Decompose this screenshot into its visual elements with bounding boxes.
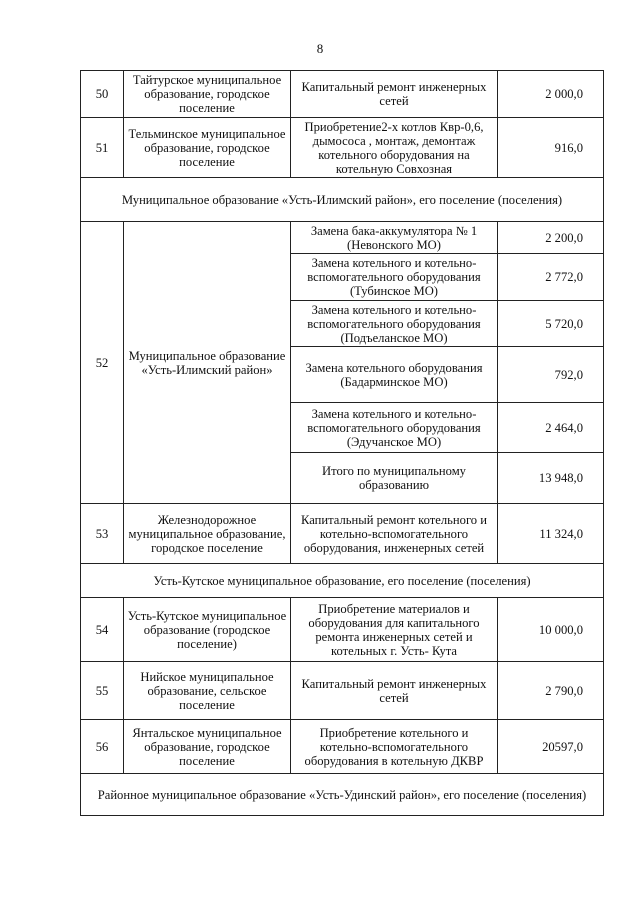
- work-description: Приобретение материалов и оборудования для капитального ремонта инженерных сетей и котельных г. Усть- Кута: [291, 598, 498, 662]
- section-title: Районное муниципальное образование «Усть-Удинский район», его поселение (поселения): [81, 774, 604, 816]
- amount: 2 464,0: [498, 403, 604, 453]
- work-description: Замена котельного оборудования (Бадарминское МО): [291, 347, 498, 403]
- row-number: 51: [81, 118, 124, 178]
- section-title: Муниципальное образование «Усть-Илимский район», его поселение (поселения): [81, 178, 604, 222]
- table-row: [81, 598, 604, 662]
- section-title: Усть-Кутское муниципальное образование, его поселение (поселения): [81, 564, 604, 598]
- amount: 13 948,0: [498, 453, 604, 504]
- table-row: [81, 720, 604, 774]
- amount: 20597,0: [498, 720, 604, 774]
- table-row: [81, 118, 604, 178]
- amount: 5 720,0: [498, 301, 604, 347]
- table-row: [81, 71, 604, 118]
- work-description: Капитальный ремонт котельного и котельно-вспомогательного оборудования, инженерных сетей: [291, 504, 498, 564]
- municipality-name: Нийское муниципальное образование, сельское поселение: [124, 662, 291, 720]
- row-number: 55: [81, 662, 124, 720]
- page-number: 8: [316, 41, 324, 56]
- work-description: Итого по муниципальному образованию: [291, 453, 498, 504]
- row-number: 53: [81, 504, 124, 564]
- table-row: [81, 504, 604, 564]
- municipality-name: Муниципальное образование «Усть-Илимский район»: [124, 222, 291, 504]
- work-description: Капитальный ремонт инженерных сетей: [291, 662, 498, 720]
- amount: 2 790,0: [498, 662, 604, 720]
- amount: 11 324,0: [498, 504, 604, 564]
- municipality-name: Усть-Кутское муниципальное образование (городское поселение): [124, 598, 291, 662]
- amount: 10 000,0: [498, 598, 604, 662]
- work-description: Замена котельного и котельно-вспомогательного оборудования (Тубинское МО): [291, 254, 498, 301]
- municipality-name: Тельминское муниципальное образование, городское поселение: [124, 118, 291, 178]
- work-description: Замена котельного и котельно-вспомогательного оборудования (Подъеланское МО): [291, 301, 498, 347]
- row-number: 56: [81, 720, 124, 774]
- section-row: [81, 178, 604, 222]
- work-description: Замена котельного и котельно-вспомогательного оборудования (Эдучанское МО): [291, 403, 498, 453]
- table-row: [81, 662, 604, 720]
- amount: 2 772,0: [498, 254, 604, 301]
- municipality-name: Янтальское муниципальное образование, городское поселение: [124, 720, 291, 774]
- work-description: Приобретение котельного и котельно-вспомогательного оборудования в котельную ДКВР: [291, 720, 498, 774]
- section-row: [81, 564, 604, 598]
- funding-table: [80, 70, 604, 816]
- row-number: 54: [81, 598, 124, 662]
- work-description: Капитальный ремонт инженерных сетей: [291, 71, 498, 118]
- amount: 916,0: [498, 118, 604, 178]
- amount: 2 200,0: [498, 222, 604, 254]
- work-description: Замена бака-аккумулятора № 1 (Невонского МО): [291, 222, 498, 254]
- municipality-name: Железнодорожное муниципальное образование, городское поселение: [124, 504, 291, 564]
- amount: 792,0: [498, 347, 604, 403]
- row-number: 52: [81, 222, 124, 504]
- section-row: [81, 774, 604, 816]
- amount: 2 000,0: [498, 71, 604, 118]
- municipality-name: Тайтурское муниципальное образование, городское поселение: [124, 71, 291, 118]
- row-number: 50: [81, 71, 124, 118]
- table-row: [81, 222, 604, 254]
- work-description: Приобретение2-х котлов Квр-0,6, дымососа , монтаж, демонтаж котельного оборудования на котельную Совхозная: [291, 118, 498, 178]
